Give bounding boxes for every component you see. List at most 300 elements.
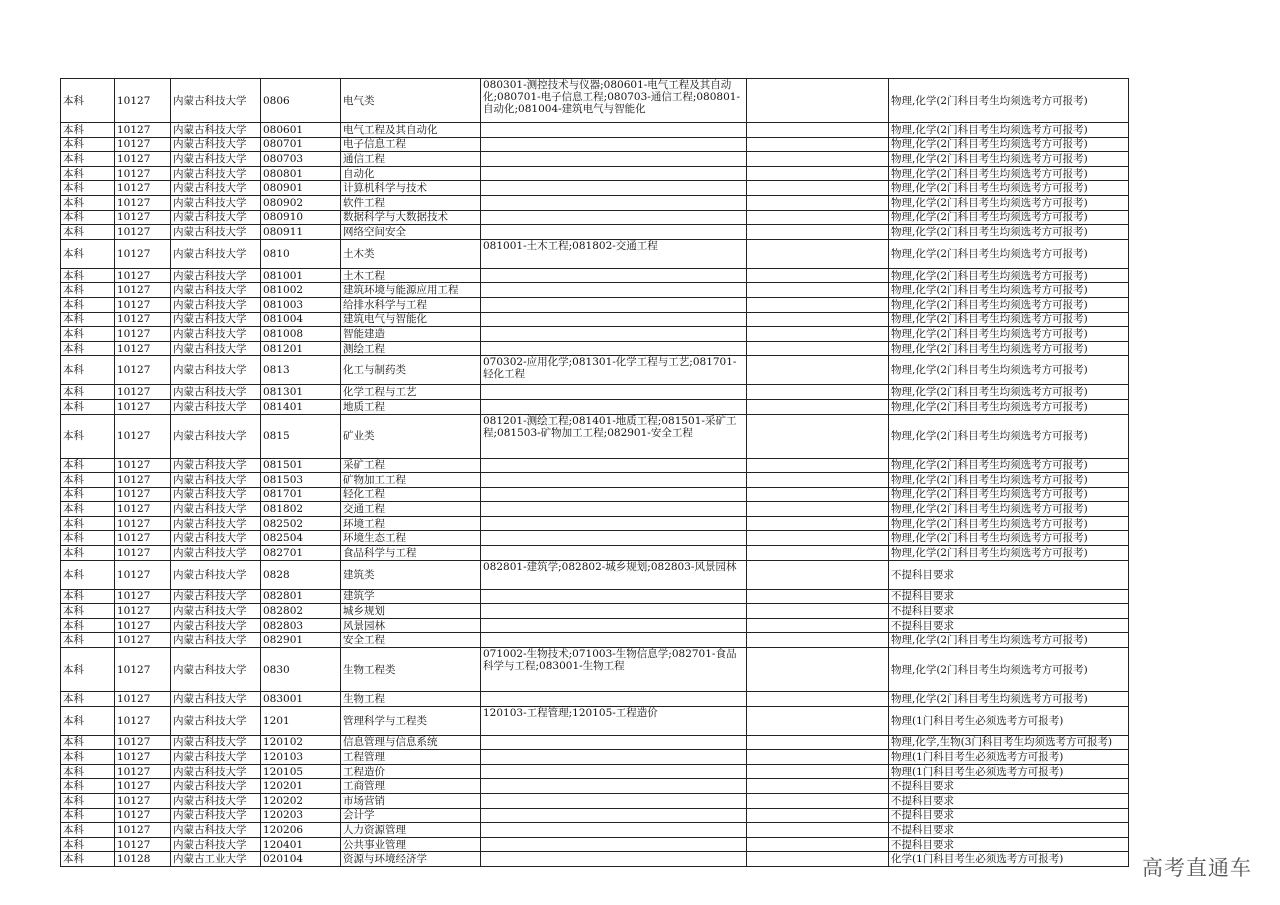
cell-major-code: 081701 xyxy=(261,487,341,502)
cell-major-code: 081001 xyxy=(261,268,341,283)
table-row xyxy=(61,794,1129,809)
cell-subject-requirement: 物理,化学(2门科目考生均须选考方可报考) xyxy=(889,152,1129,167)
table-row xyxy=(61,531,1129,546)
table-row xyxy=(61,79,1129,123)
cell-included-majors xyxy=(481,735,747,750)
cell-school-name: 内蒙古科技大学 xyxy=(171,589,261,604)
cell-level: 本科 xyxy=(61,502,115,517)
cell-major-name: 环境工程 xyxy=(341,516,481,531)
cell-major-name: 建筑电气与智能化 xyxy=(341,312,481,327)
cell-subject-requirement: 物理,化学(2门科目考生均须选考方可报考) xyxy=(889,633,1129,648)
cell-major-name: 通信工程 xyxy=(341,152,481,167)
cell-school-name: 内蒙古科技大学 xyxy=(171,297,261,312)
table-row xyxy=(61,779,1129,794)
table-row xyxy=(61,341,1129,356)
cell-level: 本科 xyxy=(61,633,115,648)
cell-school-name: 内蒙古科技大学 xyxy=(171,604,261,619)
table-row xyxy=(61,297,1129,312)
cell-school-name: 内蒙古科技大学 xyxy=(171,692,261,707)
cell-blank xyxy=(747,516,889,531)
cell-school-code: 10127 xyxy=(115,341,171,356)
cell-school-code: 10127 xyxy=(115,706,171,735)
cell-school-code: 10127 xyxy=(115,283,171,298)
cell-blank xyxy=(747,823,889,838)
cell-major-name: 人力资源管理 xyxy=(341,823,481,838)
cell-subject-requirement: 不提科目要求 xyxy=(889,794,1129,809)
cell-blank xyxy=(747,779,889,794)
cell-major-name: 给排水科学与工程 xyxy=(341,297,481,312)
cell-major-name: 化工与制药类 xyxy=(341,356,481,385)
cell-blank xyxy=(747,852,889,867)
table-row xyxy=(61,706,1129,735)
cell-included-majors xyxy=(481,123,747,138)
cell-major-name: 地质工程 xyxy=(341,399,481,414)
cell-major-name: 计算机科学与技术 xyxy=(341,181,481,196)
cell-major-name: 电子信息工程 xyxy=(341,137,481,152)
cell-blank xyxy=(747,195,889,210)
cell-blank xyxy=(747,385,889,400)
cell-school-code: 10127 xyxy=(115,648,171,692)
cell-blank xyxy=(747,268,889,283)
cell-major-name: 城乡规划 xyxy=(341,604,481,619)
cell-blank xyxy=(747,794,889,809)
cell-level: 本科 xyxy=(61,297,115,312)
cell-blank xyxy=(747,487,889,502)
cell-level: 本科 xyxy=(61,385,115,400)
table-row xyxy=(61,283,1129,298)
cell-level: 本科 xyxy=(61,837,115,852)
cell-blank xyxy=(747,312,889,327)
cell-subject-requirement: 物理,化学(2门科目考生均须选考方可报考) xyxy=(889,327,1129,342)
cell-included-majors: 120103-工程管理;120105-工程造价 xyxy=(481,706,747,735)
cell-level: 本科 xyxy=(61,79,115,123)
table-row xyxy=(61,750,1129,765)
cell-included-majors xyxy=(481,516,747,531)
cell-subject-requirement: 不提科目要求 xyxy=(889,823,1129,838)
cell-major-code: 081002 xyxy=(261,283,341,298)
cell-included-majors xyxy=(481,268,747,283)
cell-subject-requirement: 物理,化学(2门科目考生均须选考方可报考) xyxy=(889,458,1129,473)
table-row xyxy=(61,181,1129,196)
cell-major-name: 资源与环境经济学 xyxy=(341,852,481,867)
cell-included-majors: 081001-土木工程;081802-交通工程 xyxy=(481,239,747,268)
cell-subject-requirement: 物理,化学(2门科目考生均须选考方可报考) xyxy=(889,123,1129,138)
cell-major-code: 082502 xyxy=(261,516,341,531)
cell-included-majors: 071002-生物技术;071003-生物信息学;082701-食品科学与工程;083001-生物工程 xyxy=(481,648,747,692)
cell-included-majors xyxy=(481,794,747,809)
table-row xyxy=(61,487,1129,502)
cell-level: 本科 xyxy=(61,327,115,342)
cell-included-majors xyxy=(481,531,747,546)
cell-included-majors: 080301-测控技术与仪器;080601-电气工程及其自动化;080701-电子信息工程;080703-通信工程;080801-自动化;081004-建筑电气与智能化 xyxy=(481,79,747,123)
cell-school-name: 内蒙古科技大学 xyxy=(171,152,261,167)
cell-major-code: 120206 xyxy=(261,823,341,838)
table-row xyxy=(61,385,1129,400)
cell-included-majors xyxy=(481,458,747,473)
cell-included-majors xyxy=(481,837,747,852)
cell-subject-requirement: 不提科目要求 xyxy=(889,779,1129,794)
cell-level: 本科 xyxy=(61,341,115,356)
cell-included-majors xyxy=(481,473,747,488)
table-row xyxy=(61,735,1129,750)
cell-school-name: 内蒙古科技大学 xyxy=(171,181,261,196)
cell-school-name: 内蒙古科技大学 xyxy=(171,225,261,240)
cell-school-name: 内蒙古科技大学 xyxy=(171,764,261,779)
cell-included-majors xyxy=(481,546,747,561)
cell-subject-requirement: 物理(1门科目考生必须选考方可报考) xyxy=(889,750,1129,765)
cell-school-code: 10127 xyxy=(115,297,171,312)
table-row xyxy=(61,210,1129,225)
cell-blank xyxy=(747,546,889,561)
cell-blank xyxy=(747,764,889,779)
cell-school-code: 10127 xyxy=(115,225,171,240)
cell-subject-requirement: 物理,化学(2门科目考生均须选考方可报考) xyxy=(889,268,1129,283)
cell-blank xyxy=(747,283,889,298)
cell-school-code: 10127 xyxy=(115,546,171,561)
cell-school-code: 10127 xyxy=(115,268,171,283)
cell-included-majors xyxy=(481,341,747,356)
cell-included-majors xyxy=(481,181,747,196)
cell-included-majors xyxy=(481,399,747,414)
cell-major-name: 风景园林 xyxy=(341,618,481,633)
cell-school-code: 10127 xyxy=(115,195,171,210)
cell-major-code: 0806 xyxy=(261,79,341,123)
cell-major-name: 安全工程 xyxy=(341,633,481,648)
cell-included-majors: 081201-测绘工程;081401-地质工程;081501-采矿工程;081503-矿物加工工程;082901-安全工程 xyxy=(481,414,747,458)
cell-included-majors xyxy=(481,195,747,210)
cell-subject-requirement: 不提科目要求 xyxy=(889,604,1129,619)
cell-blank xyxy=(747,327,889,342)
cell-blank xyxy=(747,618,889,633)
cell-school-name: 内蒙古科技大学 xyxy=(171,808,261,823)
cell-included-majors xyxy=(481,604,747,619)
cell-major-code: 120202 xyxy=(261,794,341,809)
cell-school-code: 10127 xyxy=(115,589,171,604)
cell-major-code: 081004 xyxy=(261,312,341,327)
cell-school-code: 10127 xyxy=(115,794,171,809)
cell-level: 本科 xyxy=(61,356,115,385)
table-row xyxy=(61,312,1129,327)
cell-blank xyxy=(747,837,889,852)
cell-blank xyxy=(747,502,889,517)
cell-included-majors xyxy=(481,385,747,400)
cell-school-code: 10127 xyxy=(115,385,171,400)
cell-major-code: 081301 xyxy=(261,385,341,400)
table-row xyxy=(61,546,1129,561)
cell-school-code: 10127 xyxy=(115,356,171,385)
cell-major-code: 120102 xyxy=(261,735,341,750)
cell-level: 本科 xyxy=(61,560,115,589)
cell-blank xyxy=(747,604,889,619)
cell-major-name: 会计学 xyxy=(341,808,481,823)
cell-included-majors xyxy=(481,852,747,867)
cell-subject-requirement: 物理,化学(2门科目考生均须选考方可报考) xyxy=(889,210,1129,225)
cell-blank xyxy=(747,750,889,765)
table-row xyxy=(61,399,1129,414)
cell-subject-requirement: 物理,化学(2门科目考生均须选考方可报考) xyxy=(889,502,1129,517)
cell-included-majors xyxy=(481,327,747,342)
cell-level: 本科 xyxy=(61,312,115,327)
cell-level: 本科 xyxy=(61,706,115,735)
table-row xyxy=(61,618,1129,633)
cell-school-code: 10127 xyxy=(115,166,171,181)
cell-school-name: 内蒙古科技大学 xyxy=(171,560,261,589)
cell-school-name: 内蒙古科技大学 xyxy=(171,268,261,283)
cell-level: 本科 xyxy=(61,692,115,707)
cell-major-name: 建筑学 xyxy=(341,589,481,604)
cell-level: 本科 xyxy=(61,399,115,414)
cell-major-code: 081401 xyxy=(261,399,341,414)
cell-major-code: 081003 xyxy=(261,297,341,312)
cell-major-name: 采矿工程 xyxy=(341,458,481,473)
cell-level: 本科 xyxy=(61,123,115,138)
cell-blank xyxy=(747,692,889,707)
cell-school-code: 10127 xyxy=(115,735,171,750)
cell-major-code: 080801 xyxy=(261,166,341,181)
cell-major-code: 083001 xyxy=(261,692,341,707)
cell-major-name: 电气工程及其自动化 xyxy=(341,123,481,138)
cell-level: 本科 xyxy=(61,779,115,794)
cell-included-majors xyxy=(481,692,747,707)
cell-blank xyxy=(747,399,889,414)
table-row xyxy=(61,458,1129,473)
cell-major-code: 081802 xyxy=(261,502,341,517)
cell-level: 本科 xyxy=(61,166,115,181)
cell-major-code: 080910 xyxy=(261,210,341,225)
cell-level: 本科 xyxy=(61,152,115,167)
cell-blank xyxy=(747,531,889,546)
cell-school-name: 内蒙古科技大学 xyxy=(171,750,261,765)
cell-major-code: 080911 xyxy=(261,225,341,240)
table-row xyxy=(61,516,1129,531)
cell-included-majors xyxy=(481,750,747,765)
cell-subject-requirement: 物理,化学(2门科目考生均须选考方可报考) xyxy=(889,516,1129,531)
cell-included-majors xyxy=(481,297,747,312)
cell-level: 本科 xyxy=(61,487,115,502)
cell-blank xyxy=(747,706,889,735)
cell-subject-requirement: 物理,化学(2门科目考生均须选考方可报考) xyxy=(889,473,1129,488)
cell-included-majors xyxy=(481,166,747,181)
cell-subject-requirement: 物理,化学(2门科目考生均须选考方可报考) xyxy=(889,531,1129,546)
cell-school-code: 10127 xyxy=(115,414,171,458)
cell-major-name: 生物工程类 xyxy=(341,648,481,692)
cell-included-majors xyxy=(481,823,747,838)
cell-level: 本科 xyxy=(61,618,115,633)
cell-school-name: 内蒙古科技大学 xyxy=(171,239,261,268)
cell-school-name: 内蒙古科技大学 xyxy=(171,794,261,809)
cell-subject-requirement: 物理,化学(2门科目考生均须选考方可报考) xyxy=(889,356,1129,385)
cell-school-code: 10127 xyxy=(115,152,171,167)
cell-subject-requirement: 物理,化学(2门科目考生均须选考方可报考) xyxy=(889,137,1129,152)
cell-school-name: 内蒙古科技大学 xyxy=(171,195,261,210)
cell-level: 本科 xyxy=(61,808,115,823)
cell-level: 本科 xyxy=(61,414,115,458)
table-row xyxy=(61,152,1129,167)
cell-school-code: 10127 xyxy=(115,531,171,546)
cell-subject-requirement: 物理,化学(2门科目考生均须选考方可报考) xyxy=(889,487,1129,502)
cell-school-name: 内蒙古科技大学 xyxy=(171,399,261,414)
cell-school-code: 10127 xyxy=(115,473,171,488)
cell-school-code: 10127 xyxy=(115,239,171,268)
cell-included-majors xyxy=(481,210,747,225)
cell-major-code: 082803 xyxy=(261,618,341,633)
cell-major-code: 120105 xyxy=(261,764,341,779)
cell-level: 本科 xyxy=(61,823,115,838)
cell-subject-requirement: 物理,化学(2门科目考生均须选考方可报考) xyxy=(889,181,1129,196)
cell-subject-requirement: 物理,化学(2门科目考生均须选考方可报考) xyxy=(889,414,1129,458)
cell-subject-requirement: 化学(1门科目考生必须选考方可报考) xyxy=(889,852,1129,867)
table-row xyxy=(61,123,1129,138)
cell-major-code: 0815 xyxy=(261,414,341,458)
cell-included-majors xyxy=(481,589,747,604)
cell-level: 本科 xyxy=(61,604,115,619)
cell-blank xyxy=(747,633,889,648)
cell-school-name: 内蒙古科技大学 xyxy=(171,341,261,356)
cell-school-name: 内蒙古科技大学 xyxy=(171,837,261,852)
cell-school-name: 内蒙古科技大学 xyxy=(171,473,261,488)
cell-subject-requirement: 物理,化学(2门科目考生均须选考方可报考) xyxy=(889,225,1129,240)
table-row xyxy=(61,604,1129,619)
cell-major-name: 轻化工程 xyxy=(341,487,481,502)
cell-subject-requirement: 不提科目要求 xyxy=(889,589,1129,604)
watermark-text: 高考直通车 xyxy=(1142,856,1252,880)
cell-school-name: 内蒙古科技大学 xyxy=(171,210,261,225)
cell-blank xyxy=(747,808,889,823)
cell-major-code: 082701 xyxy=(261,546,341,561)
cell-major-code: 081008 xyxy=(261,327,341,342)
cell-subject-requirement: 物理,化学(2门科目考生均须选考方可报考) xyxy=(889,385,1129,400)
table-row xyxy=(61,239,1129,268)
cell-school-code: 10127 xyxy=(115,823,171,838)
cell-major-name: 测绘工程 xyxy=(341,341,481,356)
cell-school-code: 10127 xyxy=(115,181,171,196)
cell-blank xyxy=(747,137,889,152)
cell-school-code: 10127 xyxy=(115,487,171,502)
cell-school-name: 内蒙古科技大学 xyxy=(171,531,261,546)
cell-level: 本科 xyxy=(61,750,115,765)
cell-blank xyxy=(747,79,889,123)
cell-major-code: 120203 xyxy=(261,808,341,823)
cell-level: 本科 xyxy=(61,546,115,561)
cell-level: 本科 xyxy=(61,181,115,196)
cell-school-code: 10127 xyxy=(115,516,171,531)
cell-included-majors: 082801-建筑学;082802-城乡规划;082803-风景园林 xyxy=(481,560,747,589)
cell-subject-requirement: 物理(1门科目考生必须选考方可报考) xyxy=(889,706,1129,735)
cell-blank xyxy=(747,735,889,750)
cell-major-name: 数据科学与大数据技术 xyxy=(341,210,481,225)
cell-level: 本科 xyxy=(61,137,115,152)
cell-major-name: 工商管理 xyxy=(341,779,481,794)
table-row xyxy=(61,502,1129,517)
cell-major-name: 智能建造 xyxy=(341,327,481,342)
cell-school-code: 10127 xyxy=(115,137,171,152)
table-row xyxy=(61,137,1129,152)
cell-school-name: 内蒙古科技大学 xyxy=(171,79,261,123)
cell-school-code: 10127 xyxy=(115,604,171,619)
table-row xyxy=(61,837,1129,852)
cell-major-name: 交通工程 xyxy=(341,502,481,517)
cell-major-name: 环境生态工程 xyxy=(341,531,481,546)
cell-major-name: 矿业类 xyxy=(341,414,481,458)
cell-included-majors xyxy=(481,502,747,517)
cell-subject-requirement: 物理,化学,生物(3门科目考生均须选考方可报考) xyxy=(889,735,1129,750)
cell-level: 本科 xyxy=(61,268,115,283)
cell-blank xyxy=(747,225,889,240)
cell-school-name: 内蒙古科技大学 xyxy=(171,516,261,531)
table-row xyxy=(61,327,1129,342)
cell-blank xyxy=(747,297,889,312)
cell-school-code: 10127 xyxy=(115,692,171,707)
table-row xyxy=(61,356,1129,385)
cell-blank xyxy=(747,152,889,167)
cell-major-code: 082801 xyxy=(261,589,341,604)
cell-blank xyxy=(747,414,889,458)
cell-included-majors xyxy=(481,225,747,240)
cell-subject-requirement: 物理(1门科目考生必须选考方可报考) xyxy=(889,764,1129,779)
cell-subject-requirement: 不提科目要求 xyxy=(889,808,1129,823)
cell-major-code: 080601 xyxy=(261,123,341,138)
cell-major-code: 120201 xyxy=(261,779,341,794)
cell-school-name: 内蒙古科技大学 xyxy=(171,546,261,561)
cell-level: 本科 xyxy=(61,794,115,809)
cell-major-name: 市场营销 xyxy=(341,794,481,809)
cell-school-name: 内蒙古科技大学 xyxy=(171,648,261,692)
cell-school-name: 内蒙古科技大学 xyxy=(171,823,261,838)
cell-major-name: 土木工程 xyxy=(341,268,481,283)
cell-major-name: 土木类 xyxy=(341,239,481,268)
cell-major-code: 080701 xyxy=(261,137,341,152)
cell-major-code: 081201 xyxy=(261,341,341,356)
cell-blank xyxy=(747,589,889,604)
cell-major-code: 1201 xyxy=(261,706,341,735)
cell-school-name: 内蒙古科技大学 xyxy=(171,166,261,181)
cell-blank xyxy=(747,356,889,385)
cell-blank xyxy=(747,239,889,268)
cell-level: 本科 xyxy=(61,764,115,779)
cell-school-code: 10127 xyxy=(115,560,171,589)
cell-school-code: 10127 xyxy=(115,79,171,123)
table-row xyxy=(61,473,1129,488)
cell-major-code: 082802 xyxy=(261,604,341,619)
cell-subject-requirement: 物理,化学(2门科目考生均须选考方可报考) xyxy=(889,297,1129,312)
cell-included-majors xyxy=(481,618,747,633)
cell-major-name: 建筑类 xyxy=(341,560,481,589)
cell-school-code: 10127 xyxy=(115,618,171,633)
table-row xyxy=(61,648,1129,692)
cell-included-majors xyxy=(481,487,747,502)
cell-major-code: 082504 xyxy=(261,531,341,546)
cell-major-code: 082901 xyxy=(261,633,341,648)
cell-school-name: 内蒙古科技大学 xyxy=(171,123,261,138)
cell-level: 本科 xyxy=(61,283,115,298)
cell-level: 本科 xyxy=(61,516,115,531)
cell-blank xyxy=(747,341,889,356)
cell-major-code: 080703 xyxy=(261,152,341,167)
cell-school-code: 10127 xyxy=(115,633,171,648)
cell-level: 本科 xyxy=(61,458,115,473)
cell-school-code: 10128 xyxy=(115,852,171,867)
table-row xyxy=(61,692,1129,707)
cell-major-name: 软件工程 xyxy=(341,195,481,210)
cell-level: 本科 xyxy=(61,239,115,268)
cell-school-code: 10127 xyxy=(115,123,171,138)
cell-major-name: 公共事业管理 xyxy=(341,837,481,852)
cell-school-code: 10127 xyxy=(115,312,171,327)
cell-school-name: 内蒙古科技大学 xyxy=(171,779,261,794)
cell-included-majors: 070302-应用化学;081301-化学工程与工艺;081701-轻化工程 xyxy=(481,356,747,385)
cell-included-majors xyxy=(481,764,747,779)
cell-school-name: 内蒙古科技大学 xyxy=(171,137,261,152)
